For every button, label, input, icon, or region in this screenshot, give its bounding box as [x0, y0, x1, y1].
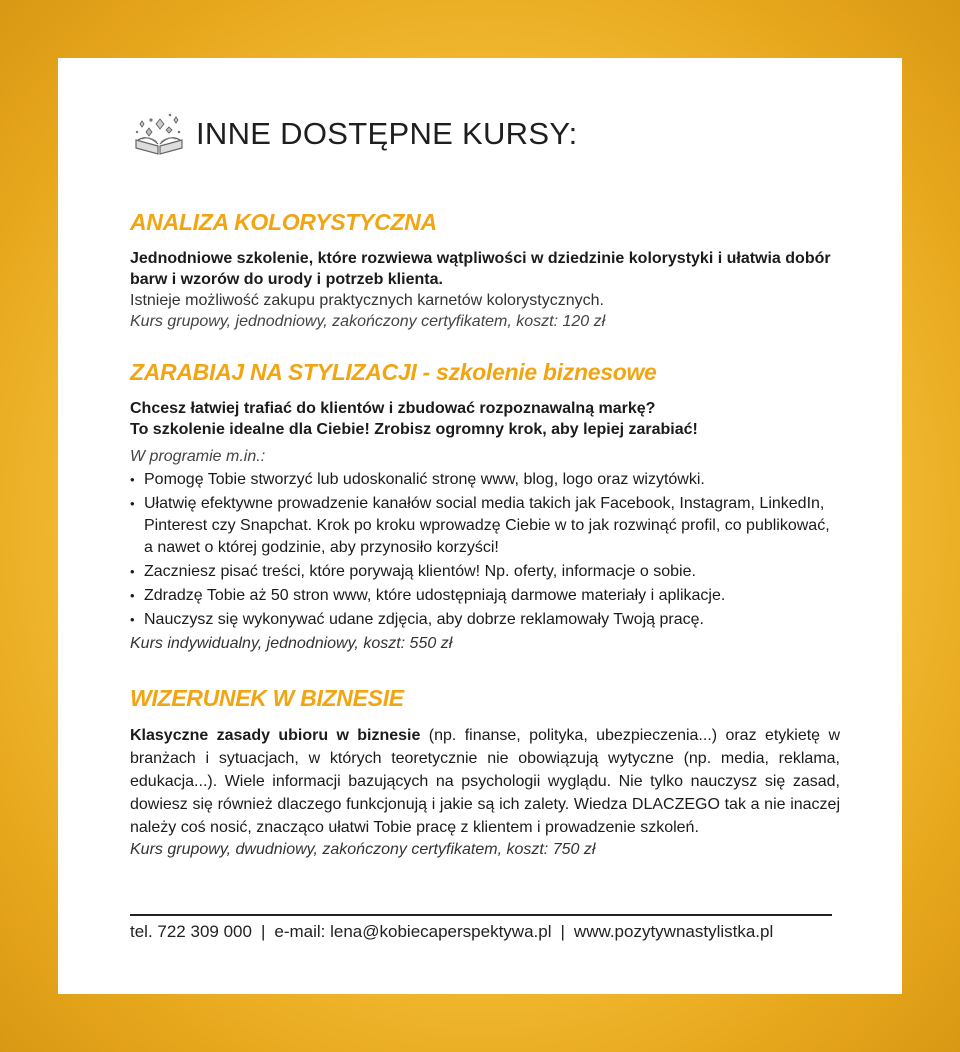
section-title-main: ZARABIAJ NA STYLIZACJI -	[130, 359, 436, 385]
footer-separator: |	[560, 922, 565, 941]
section-title	[130, 358, 840, 386]
program-list	[130, 469, 840, 631]
section-body-text: (np. finanse, polityka, ubezpieczenia...) oraz etykietę w branżach i sytuacjach, w których teoretycznie nie obowiązują wytyczne (np. media, reklama, edukacja...). Wiele informacji bazujących na psychologii wyglądu. Nie tylko nauczysz się zasad, dowiesz się również dlaczego funkcjonują i jakie są ich zalety. Wiedza DLACZEGO tak a nie inaczej należy coś nosić, znacząco ułatwi Tobie pracę z klientem i prowadzenie szkoleń.	[130, 727, 840, 836]
page-title: INNE DOSTĘPNE KURSY:	[196, 116, 578, 151]
section-lead: Jednodniowe szkolenie, które rozwiewa wątpliwości w dziedzinie kolorystyki i ułatwia dobór barw i wzorów do urody i potrzeb klienta.	[130, 250, 831, 288]
section-lead-line: To szkolenie idealne dla Ciebie! Zrobisz ogromny krok, aby lepiej zarabiać!	[130, 421, 698, 438]
section-body-lead: Klasyczne zasady ubioru w biznesie	[130, 727, 421, 744]
section-title: WIZERUNEK W BIZNESIE	[130, 685, 404, 711]
contact-footer	[130, 922, 773, 942]
footer-email[interactable]: e-mail: lena@kobiecaperspektywa.pl	[274, 922, 552, 941]
course-note: Kurs indywidualny, jednodniowy, koszt: 550 zł	[130, 635, 453, 652]
list-item: • Nauczysz się wykonywać udane zdjęcia, aby dobrze reklamowały Twoją pracę.	[130, 609, 840, 631]
section-lead-line: Chcesz łatwiej trafiać do klientów i zbudować rozpoznawalną markę?	[130, 400, 656, 417]
footer-separator: |	[260, 922, 266, 941]
section-text: Istnieje możliwość zakupu praktycznych karnetów kolorystycznych.	[130, 292, 604, 309]
course-section-business	[130, 358, 840, 654]
program-label: W programie m.in.:	[130, 448, 266, 465]
footer-phone: tel. 722 309 000	[130, 922, 252, 941]
course-note: Kurs grupowy, dwudniowy, zakończony certyfikatem, koszt: 750 zł	[130, 841, 596, 858]
page-header	[132, 110, 578, 158]
list-item: • Ułatwię efektywne prowadzenie kanałów social media takich jak Facebook, Instagram, LinkedIn, Pinterest czy Snapchat. Krok po kroku wprowadzę Ciebie w to jak rozwinąć profil, co publikować, a nawet o której godzinie, aby przynosiło korzyści!	[130, 493, 840, 559]
list-item: • Pomogę Tobie stworzyć lub udoskonalić stronę www, blog, logo oraz wizytówki.	[130, 469, 840, 491]
footer-website[interactable]: www.pozytywnastylistka.pl	[573, 922, 774, 941]
footer-divider	[130, 914, 832, 916]
content-panel	[58, 58, 902, 994]
course-section-color-analysis	[130, 208, 840, 332]
list-item: • Zaczniesz pisać treści, które porywają klientów! Np. oferty, informacje o sobie.	[130, 561, 840, 583]
courses-content	[130, 208, 840, 886]
section-title: ANALIZA KOLORYSTYCZNA	[130, 209, 437, 235]
open-book-icon	[132, 110, 186, 158]
section-title-sub: szkolenie biznesowe	[436, 359, 657, 385]
course-note: Kurs grupowy, jednodniowy, zakończony certyfikatem, koszt: 120 zł	[130, 313, 606, 330]
list-item: • Zdradzę Tobie aż 50 stron www, które udostępniają darmowe materiały i aplikacje.	[130, 585, 840, 607]
section-body	[130, 724, 840, 839]
course-section-image	[130, 684, 840, 860]
